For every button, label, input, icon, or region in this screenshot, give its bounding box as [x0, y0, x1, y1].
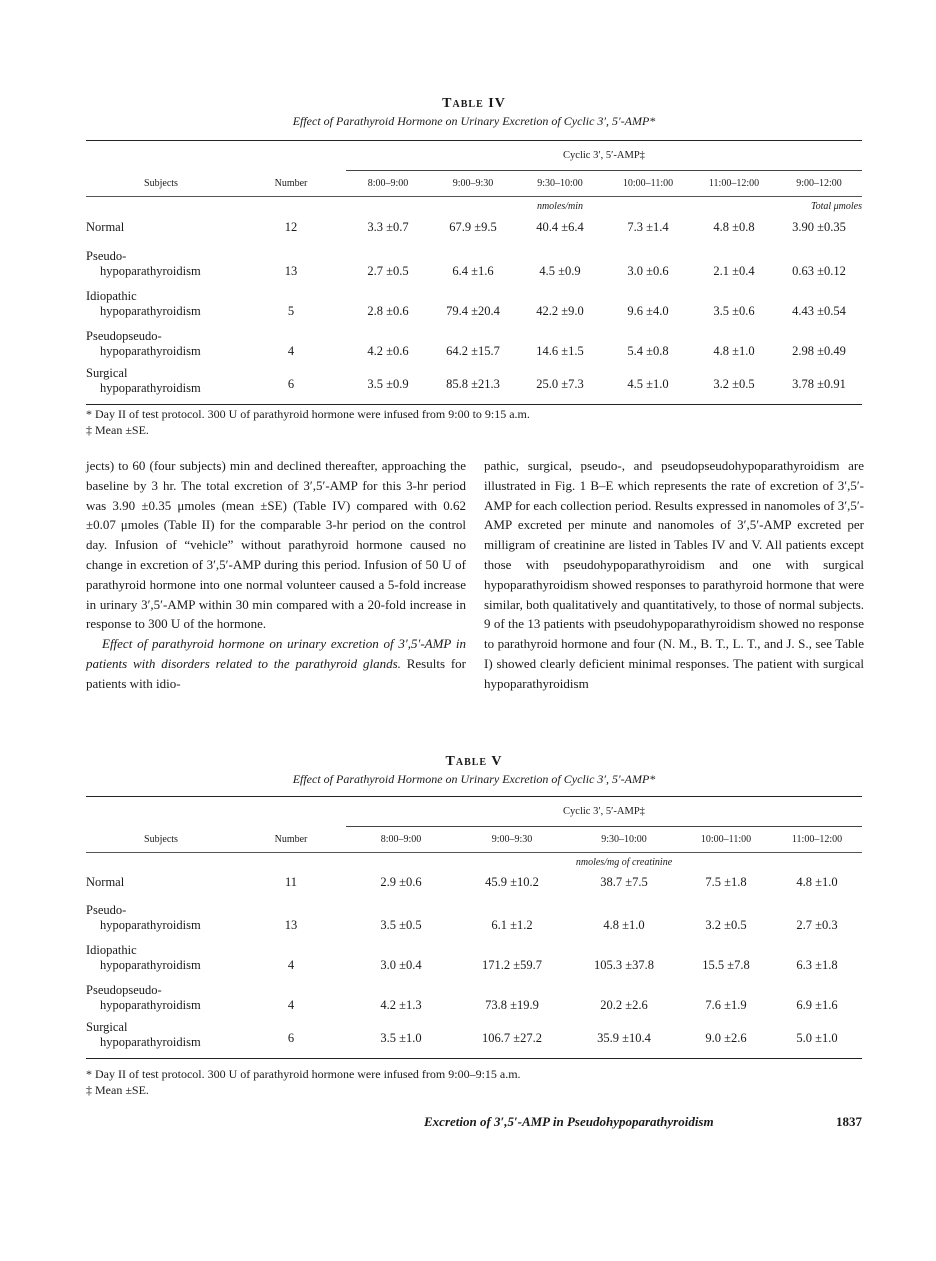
table5-col-period: 8:00–9:00: [380, 834, 422, 845]
subject-count: 11: [284, 875, 298, 889]
table-row: [86, 319, 862, 359]
cell-value: 45.9 ±10.2: [485, 875, 539, 889]
table4-group-header: Cyclic 3′, 5′-AMP‡: [346, 141, 862, 171]
cell-value: 4.43 ±0.54: [792, 303, 846, 318]
cell-value: 7.5 ±1.8: [705, 875, 747, 889]
cell-value: 3.0 ±0.4: [380, 957, 422, 972]
table4-col-period: 10:00–11:00: [622, 178, 674, 189]
section-heading: Effect of parathyroid hormone on urinary excretion of 3′,5′-AMP in patients with disorders related to the parathyroid glands.: [86, 636, 466, 671]
table4-label: Table IV: [442, 96, 506, 111]
cell-value: 20.2 ±2.6: [600, 997, 648, 1012]
table-row: [86, 873, 862, 893]
subject-count: 13: [284, 917, 298, 932]
subject-count: 6: [287, 377, 295, 391]
cell-value: 4.8 ±1.0: [603, 917, 645, 932]
body-paragraph: Effect of parathyroid hormone on urinary excretion of 3′,5′-AMP in patients with disorders related to the parathyroid glands. Results for patients with idio-: [86, 636, 466, 691]
subject-count: 5: [287, 303, 295, 318]
table5-col-number: Number: [274, 833, 308, 845]
cell-value: 3.5 ±0.6: [713, 303, 755, 318]
table-row: [86, 279, 862, 319]
table4-title: Effect of Parathyroid Hormone on Urinary Excretion of Cyclic 3′, 5′-AMP*: [292, 114, 656, 128]
cell-value: 6.4 ±1.6: [452, 263, 494, 278]
cell-value: 2.7 ±0.3: [796, 917, 838, 932]
cell-value: 7.3 ±1.4: [627, 220, 669, 234]
cell-value: 3.5 ±1.0: [380, 1031, 422, 1045]
table-row: [86, 973, 862, 1013]
table-row: [86, 239, 862, 279]
cell-value: 4.2 ±1.3: [380, 997, 422, 1012]
table5-col-subjects: Subjects: [144, 833, 178, 845]
table4: [86, 140, 862, 405]
table-row: [86, 217, 862, 239]
cell-value: 38.7 ±7.5: [600, 875, 648, 889]
table5-footnote: * Day II of test protocol. 300 U of parathyroid hormone were infused from 9:00–9:15 a.m.: [86, 1067, 521, 1081]
body-column-right: [484, 456, 864, 694]
subject-count: 4: [287, 957, 295, 972]
cell-value: 9.6 ±4.0: [627, 303, 669, 318]
cell-value: 4.2 ±0.6: [367, 343, 409, 358]
subject-label: Idiopathic hypoparathyroidism: [86, 942, 201, 972]
subject-label: Pseudo- hypoparathyroidism: [86, 902, 201, 932]
cell-value: 4.8 ±0.8: [713, 220, 755, 234]
cell-value: 4.5 ±1.0: [627, 377, 669, 391]
table4-header-row: [86, 171, 862, 197]
cell-value: 73.8 ±19.9: [485, 997, 539, 1012]
table4-col-period: 9:00–9:30: [452, 178, 494, 189]
subject-count: 6: [287, 1031, 295, 1045]
running-footer: [424, 1114, 862, 1130]
cell-value: 3.2 ±0.5: [705, 917, 747, 932]
cell-value: 3.2 ±0.5: [713, 377, 755, 391]
table5-unit: nmoles/mg of creatinine: [575, 857, 673, 869]
subject-label: Surgical hypoparathyroidism: [86, 366, 201, 396]
cell-value: 6.1 ±1.2: [491, 917, 533, 932]
body-paragraph: pathic, surgical, pseudo-, and pseudopseudohypoparathyroidism are illustrated in Fig. 1 B–E which represents the rate of excretion of 3′,5′-AMP for each collection period. Results expressed in nanomoles of 3′,5′-AMP excreted per minute and nanomoles of 3′,5′-AMP excreted per milligram of creatinine are listed in Tables IV and V. All patients except those with pseudohypoparathyroidism and one with surgical hypoparathyroidism showed responses to parathyroid hormone that were similar, both qualitatively and quantitatively, to those of normal subjects. 9 of the 13 patients with pseudohypoparathyroidism showed no response to parathyroid hormone and four (N. M., B. T., L. T., and J. S., see Table I) showed clearly deficient minimal responses. The patient with surgical hypoparathyroidism: [484, 458, 864, 691]
table4-col-period: 11:00–12:00: [708, 178, 760, 189]
cell-value: 4.8 ±1.0: [796, 875, 838, 889]
cell-value: 7.6 ±1.9: [705, 997, 747, 1012]
cell-value: 40.4 ±6.4: [536, 220, 584, 234]
page-number: 1837: [836, 1114, 862, 1129]
table4-col-subjects: Subjects: [144, 177, 178, 189]
cell-value: 64.2 ±15.7: [446, 343, 500, 358]
table5-col-period: 10:00–11:00: [700, 834, 752, 845]
table4-col-period: 8:00–9:00: [367, 178, 409, 189]
cell-value: 171.2 ±59.7: [482, 957, 542, 972]
body-paragraph: jects) to 60 (four subjects) min and declined thereafter, approaching the baseline by 3 hr. The total excretion of 3′,5′-AMP for this 3-hr period was 3.90 ±0.35 μmoles (mean ±SE) (Table IV) compared with 0.62 ±0.07 μmoles (Table II) for the comparable 3-hr period on the control day. Infusion of “vehicle” without parathyroid hormone caused no change in excretion of 3′,5′-AMP during this period. Infusion of 50 U of parathyroid hormone into one normal volunteer caused a 5-fold increase in urinary 3′,5′-AMP within 30 min compared with a 20-fold increase in response to 300 U of the hormone.: [86, 458, 466, 632]
cell-value: 6.9 ±1.6: [796, 997, 838, 1012]
cell-value: 2.7 ±0.5: [367, 263, 409, 278]
subject-label: Pseudopseudo- hypoparathyroidism: [86, 982, 201, 1012]
table-row: [86, 1013, 862, 1059]
cell-value: 15.5 ±7.8: [702, 957, 750, 972]
cell-value: 25.0 ±7.3: [536, 377, 584, 391]
cell-value: 14.6 ±1.5: [536, 343, 584, 358]
subject-count: 13: [284, 263, 298, 278]
table4-footnote: ‡ Mean ±SE.: [86, 423, 149, 437]
cell-value: 35.9 ±10.4: [597, 1031, 651, 1045]
cell-value: 5.0 ±1.0: [796, 1031, 838, 1045]
cell-value: 4.8 ±1.0: [713, 343, 755, 358]
table5: [86, 796, 862, 1059]
table4-col-number: Number: [274, 177, 308, 189]
table5-footnotes: [86, 1066, 521, 1098]
cell-value: 2.8 ±0.6: [367, 303, 409, 318]
cell-value: 3.0 ±0.6: [627, 263, 669, 278]
table4-unit-total: Total μmoles: [810, 201, 862, 213]
subject-label: Pseudopseudo- hypoparathyroidism: [86, 328, 201, 358]
table5-footnote: ‡ Mean ±SE.: [86, 1083, 149, 1097]
table4-unit-rate: nmoles/min: [536, 201, 584, 213]
running-title: Excretion of 3′,5′-AMP in Pseudohypoparathyroidism: [424, 1114, 714, 1129]
subject-label: Pseudo- hypoparathyroidism: [86, 248, 201, 278]
cell-value: 79.4 ±20.4: [446, 303, 500, 318]
body-column-left: [86, 456, 466, 694]
cell-value: 6.3 ±1.8: [796, 957, 838, 972]
cell-value: 3.3 ±0.7: [367, 220, 409, 234]
cell-value: 67.9 ±9.5: [449, 220, 497, 234]
table4-footnote: * Day II of test protocol. 300 U of parathyroid hormone were infused from 9:00 to 9:15 a.m.: [86, 407, 530, 421]
table5-col-period: 9:30–10:00: [601, 834, 647, 845]
cell-value: 9.0 ±2.6: [705, 1031, 747, 1045]
table5-col-period: 9:00–9:30: [491, 834, 533, 845]
cell-value: 42.2 ±9.0: [536, 303, 584, 318]
table5-header-row: [86, 827, 862, 853]
subject-count: 4: [287, 997, 295, 1012]
cell-value: 106.7 ±27.2: [482, 1031, 542, 1045]
table-row: [86, 933, 862, 973]
subject-count: 4: [287, 343, 295, 358]
cell-value: 3.5 ±0.5: [380, 917, 422, 932]
table5-caption: [86, 754, 862, 787]
cell-value: 2.98 ±0.49: [792, 343, 846, 358]
cell-value: 0.63 ±0.12: [792, 263, 846, 278]
table5-col-period: 11:00–12:00: [791, 834, 843, 845]
table5-title: Effect of Parathyroid Hormone on Urinary Excretion of Cyclic 3′, 5′-AMP*: [292, 772, 656, 786]
cell-value: 3.90 ±0.35: [792, 220, 846, 234]
subject-label: Idiopathic hypoparathyroidism: [86, 288, 201, 318]
table5-label: Table V: [445, 754, 503, 769]
subject-label: Normal: [86, 875, 125, 889]
subject-label: Surgical hypoparathyroidism: [86, 1020, 201, 1050]
cell-value: 5.4 ±0.8: [627, 343, 669, 358]
table-row: [86, 359, 862, 405]
table4-footnotes: [86, 406, 530, 438]
cell-value: 105.3 ±37.8: [594, 957, 654, 972]
table5-group-header: Cyclic 3′, 5′-AMP‡: [346, 797, 862, 827]
table4-caption: [86, 96, 862, 129]
cell-value: 3.78 ±0.91: [792, 377, 846, 391]
cell-value: 2.9 ±0.6: [380, 875, 422, 889]
table-row: [86, 893, 862, 933]
cell-value: 4.5 ±0.9: [539, 263, 581, 278]
cell-value: 85.8 ±21.3: [446, 377, 500, 391]
cell-value: 2.1 ±0.4: [713, 263, 755, 278]
table4-col-period: 9:30–10:00: [537, 178, 583, 189]
subject-label: Normal: [86, 220, 125, 234]
cell-value: 3.5 ±0.9: [367, 377, 409, 391]
subject-count: 12: [284, 220, 298, 234]
table4-col-period: 9:00–12:00: [796, 178, 842, 189]
